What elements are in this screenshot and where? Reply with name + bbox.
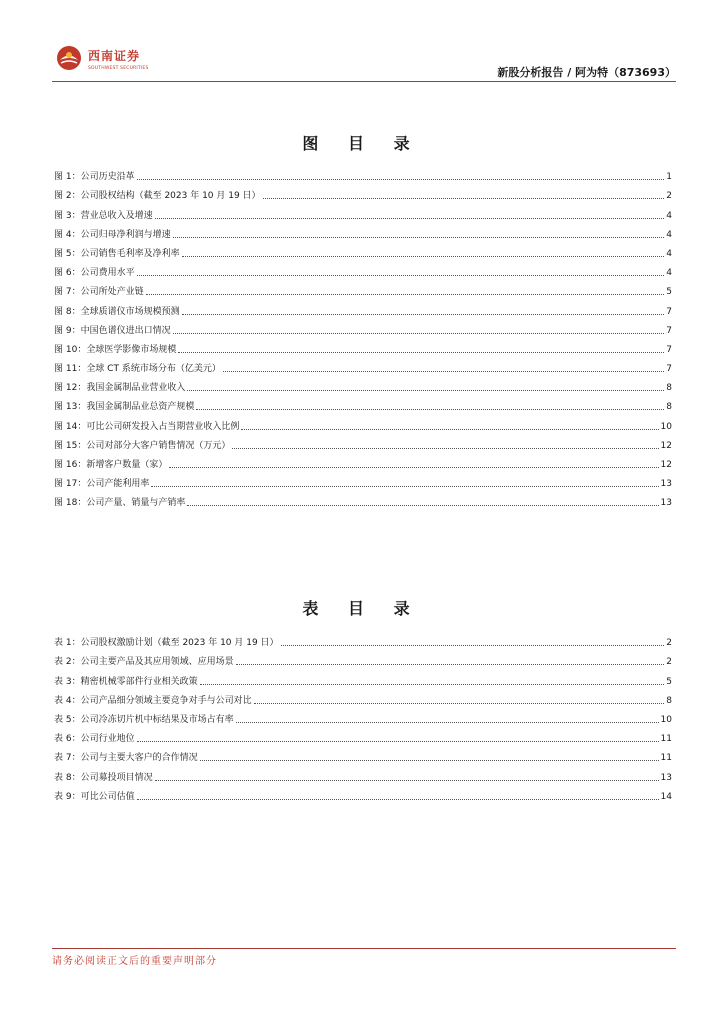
- figure-toc-entry-page: 4: [666, 268, 672, 279]
- table-toc-entry-page: 8: [666, 695, 672, 706]
- dot-leader: [187, 504, 658, 506]
- dot-leader: [236, 663, 665, 665]
- figure-toc-entry-label: 图 3：营业总收入及增速: [54, 210, 153, 221]
- figure-toc-entry-page: 10: [660, 421, 672, 432]
- figure-toc-entry-page: 8: [666, 383, 672, 394]
- figure-toc-entry-label: 图 9：中国色谱仪进出口情况: [54, 325, 171, 336]
- figure-toc-entry[interactable]: [54, 337, 672, 356]
- table-toc-entry-page: 10: [660, 714, 672, 725]
- figure-toc-entry[interactable]: [54, 260, 672, 279]
- figure-toc-entry[interactable]: [54, 279, 672, 298]
- table-toc-entry-label: 表 7：公司与主要大客户的合作情况: [54, 753, 198, 764]
- figure-toc-entry-label: 图 1：公司历史沿革: [54, 172, 135, 183]
- figure-toc-entry-label: 图 8：全球质谱仪市场规模预测: [54, 306, 180, 317]
- dot-leader: [137, 274, 665, 276]
- dot-leader: [223, 370, 664, 372]
- figure-toc-entry[interactable]: [54, 413, 672, 432]
- figure-toc-entry[interactable]: [54, 164, 672, 183]
- table-toc-entry-label: 表 6：公司行业地位: [54, 734, 135, 745]
- table-toc-entry-page: 2: [666, 638, 672, 649]
- figure-toc-entry[interactable]: [54, 356, 672, 375]
- table-toc-entry-label: 表 5：公司冷冻切片机中标结果及市场占有率: [54, 714, 234, 725]
- table-toc-entry-page: 2: [666, 657, 672, 668]
- figure-toc-entry[interactable]: [54, 183, 672, 202]
- dot-leader: [281, 644, 665, 646]
- dot-leader: [187, 389, 664, 391]
- figure-toc-entry-page: 2: [666, 191, 672, 202]
- dot-leader: [196, 408, 664, 410]
- figure-toc-entry[interactable]: [54, 471, 672, 490]
- dot-leader: [173, 332, 665, 334]
- table-toc-entry-page: 11: [660, 753, 672, 764]
- figure-toc-entry-page: 4: [666, 229, 672, 240]
- brand-logo: [56, 44, 166, 78]
- figure-toc-entry-page: 13: [660, 479, 672, 490]
- figure-toc-entry-label: 图 7：公司所处产业链: [54, 287, 144, 298]
- dot-leader: [155, 217, 665, 219]
- footer-divider: [52, 948, 676, 949]
- dot-leader: [263, 197, 665, 199]
- table-toc-entry[interactable]: [54, 649, 672, 668]
- figure-toc-entry-page: 7: [666, 344, 672, 355]
- dot-leader: [200, 683, 665, 685]
- figure-toc-entry-page: 4: [666, 248, 672, 259]
- dot-leader: [151, 485, 658, 487]
- figure-toc-entry[interactable]: [54, 375, 672, 394]
- figure-toc-entry-page: 12: [660, 440, 672, 451]
- figure-toc-entry-label: 图 16：新增客户数量（家）: [54, 460, 168, 470]
- figure-toc-entry[interactable]: [54, 241, 672, 260]
- figure-toc-entry-page: 7: [666, 306, 672, 317]
- table-toc-entry[interactable]: [54, 764, 672, 783]
- figures-index-title: 图 目 录: [302, 134, 422, 153]
- table-toc-entry-label: 表 3：精密机械零部件行业相关政策: [54, 676, 198, 687]
- figure-toc-entry[interactable]: [54, 222, 672, 241]
- figure-toc-entry[interactable]: [54, 202, 672, 221]
- footer-disclaimer: 请务必阅读正文后的重要声明部分: [52, 956, 217, 967]
- figure-toc-entry-label: 图 5：公司销售毛利率及净利率: [54, 248, 180, 259]
- table-toc-entry[interactable]: [54, 688, 672, 707]
- table-toc-entry-label: 表 9：可比公司估值: [54, 791, 135, 802]
- logo-chinese-text: 西南证券: [88, 49, 141, 63]
- tables-index-title: 表 目 录: [302, 599, 422, 618]
- figure-toc-entry-page: 13: [660, 498, 672, 509]
- figure-toc-entry-page: 7: [666, 364, 672, 375]
- table-toc-entry-label: 表 1：公司股权激励计划（截至 2023 年 10 月 19 日）: [54, 638, 279, 649]
- figure-toc-entry[interactable]: [54, 298, 672, 317]
- dot-leader: [137, 740, 659, 742]
- logo-mark-icon: [56, 45, 82, 71]
- figure-toc-entry-page: 8: [666, 402, 672, 413]
- figure-toc-entry-label: 图 14：可比公司研发投入占当期营业收入比例: [54, 421, 240, 432]
- table-toc-entry[interactable]: [54, 707, 672, 726]
- figure-toc-entry-page: 1: [666, 172, 672, 183]
- dot-leader: [182, 313, 665, 315]
- table-toc-entry-page: 14: [660, 791, 672, 802]
- figure-toc-entry-page: 7: [666, 325, 672, 336]
- dot-leader: [232, 447, 658, 449]
- figure-toc-entry[interactable]: [54, 394, 672, 413]
- dot-leader: [200, 759, 659, 761]
- dot-leader: [241, 428, 658, 430]
- figure-toc-entry[interactable]: [54, 452, 672, 471]
- table-toc-entry-label: 表 2：公司主要产品及其应用领域、应用场景: [54, 657, 234, 668]
- dot-leader: [173, 236, 665, 238]
- figure-toc-entry-label: 图 10：全球医学影像市场规模: [54, 344, 177, 355]
- figure-toc-entry-label: 图 11：全球 CT 系统市场分布（亿美元）: [54, 364, 221, 375]
- table-toc-entry-page: 11: [660, 734, 672, 745]
- dot-leader: [146, 293, 665, 295]
- report-title: 新股分析报告 / 阿为特（873693）: [497, 66, 676, 79]
- figure-toc-entry-label: 图 17：公司产能利用率: [54, 479, 150, 490]
- figure-toc-entry[interactable]: [54, 490, 672, 509]
- header-divider: [52, 81, 676, 82]
- figure-toc-entry-page: 4: [666, 210, 672, 221]
- dot-leader: [182, 255, 665, 257]
- tables-index-list: [54, 630, 672, 803]
- dot-leader: [155, 779, 659, 781]
- dot-leader: [169, 466, 658, 468]
- table-toc-entry[interactable]: [54, 726, 672, 745]
- figure-toc-entry-page: 12: [660, 460, 672, 470]
- figure-toc-entry-label: 图 12：我国金属制品业营业收入: [54, 383, 186, 394]
- dot-leader: [254, 702, 665, 704]
- dot-leader: [178, 351, 664, 353]
- table-toc-entry-label: 表 4：公司产品细分领域主要竞争对手与公司对比: [54, 695, 252, 706]
- dot-leader: [236, 721, 659, 723]
- figure-toc-entry[interactable]: [54, 433, 672, 452]
- table-toc-entry-page: 5: [666, 676, 672, 687]
- figure-toc-entry-label: 图 4：公司归母净利润与增速: [54, 229, 171, 240]
- figures-index-list: [54, 164, 672, 509]
- table-toc-entry[interactable]: [54, 668, 672, 687]
- logo-english-text: SOUTHWEST SECURITIES: [88, 66, 149, 71]
- figure-toc-entry-label: 图 15：公司对部分大客户销售情况（万元）: [54, 440, 231, 451]
- dot-leader: [137, 178, 665, 180]
- table-toc-entry[interactable]: [54, 784, 672, 803]
- table-toc-entry-page: 13: [660, 772, 672, 783]
- figure-toc-entry-label: 图 18：公司产量、销量与产销率: [54, 498, 186, 509]
- figure-toc-entry-label: 图 6：公司费用水平: [54, 268, 135, 279]
- dot-leader: [137, 798, 659, 800]
- figure-toc-entry[interactable]: [54, 318, 672, 337]
- table-toc-entry[interactable]: [54, 745, 672, 764]
- figure-toc-entry-label: 图 13：我国金属制品业总资产规模: [54, 402, 195, 413]
- figure-toc-entry-page: 5: [666, 287, 672, 298]
- table-toc-entry-label: 表 8：公司募投项目情况: [54, 772, 153, 783]
- table-toc-entry[interactable]: [54, 630, 672, 649]
- figure-toc-entry-label: 图 2：公司股权结构（截至 2023 年 10 月 19 日）: [54, 191, 261, 202]
- page-header: [52, 40, 676, 82]
